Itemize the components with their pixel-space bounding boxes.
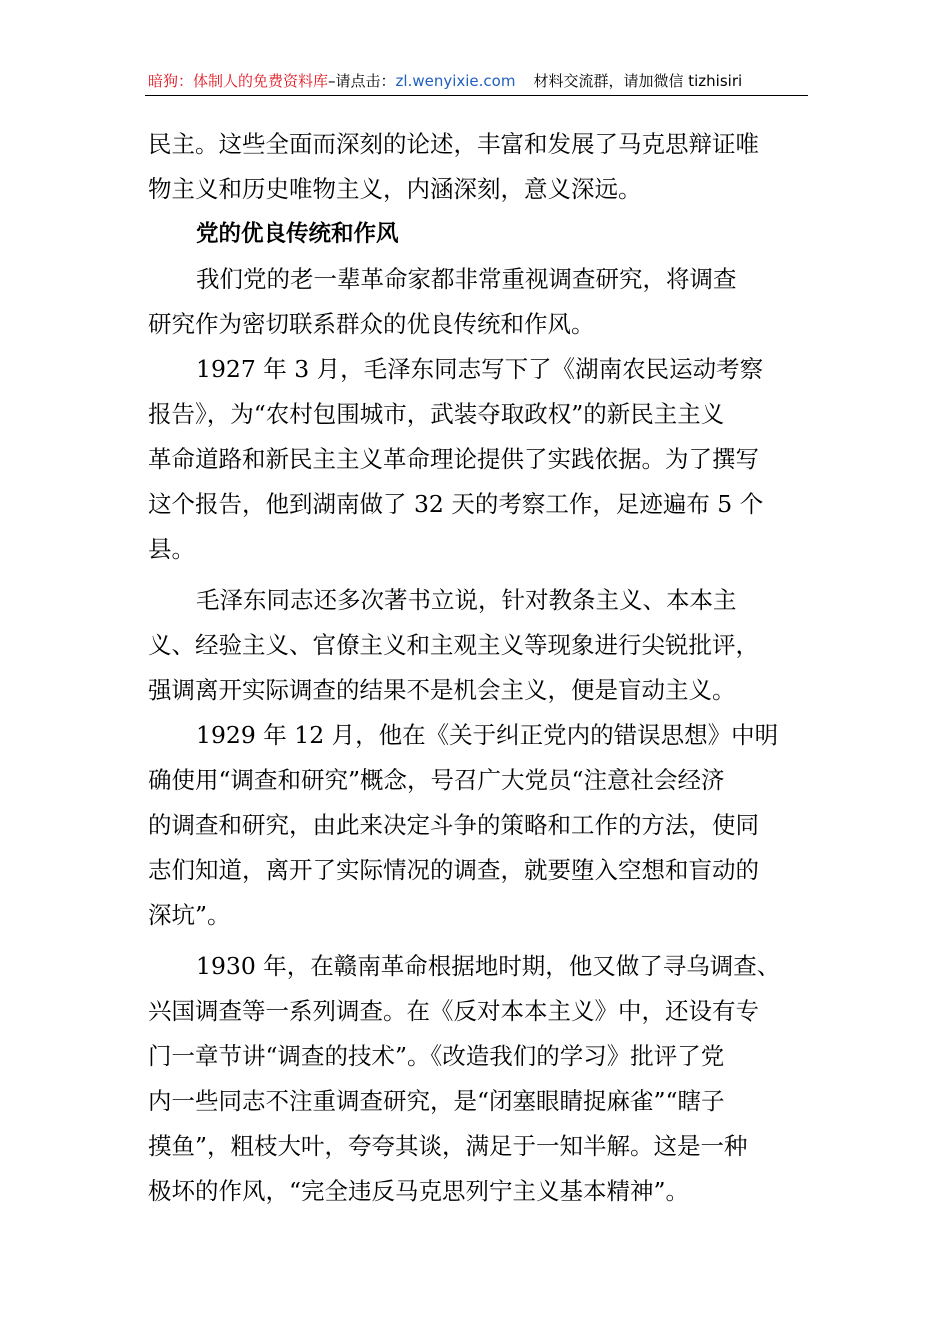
header-note: 材料交流群，请加微信 tizhisiri <box>533 72 743 90</box>
text-line: 摸鱼”，粗枝大叶，夸夸其谈，满足于一知半解。这是一种 <box>148 1132 748 1160</box>
text-line: 物主义和历史唯物主义，内涵深刻，意义深远。 <box>148 175 642 203</box>
text-line: 报告》，为“农村包围城市，武装夺取政权”的新民主主义 <box>148 400 725 428</box>
text-line: 极坏的作风，“完全违反马克思列宁主义基本精神”。 <box>148 1177 690 1205</box>
text-line: 革命道路和新民主主义革命理论提供了实践依据。为了撰写 <box>148 445 759 473</box>
text-line: 县。 <box>148 535 195 563</box>
text-line: 门一章节讲“调查的技术”。《改造我们的学习》批评了党 <box>148 1042 725 1070</box>
text-line: 义、经验主义、官僚主义和主观主义等现象进行尖锐批评， <box>148 631 759 659</box>
text-line: 深坑”。 <box>148 901 231 929</box>
text-line: 内一些同志不注重调查研究，是“闭塞眼睛捉麻雀”“瞎子 <box>148 1087 725 1115</box>
text-line: 民主。这些全面而深刻的论述，丰富和发展了马克思辩证唯 <box>148 130 759 158</box>
text-line: 的调查和研究，由此来决定斗争的策略和工作的方法，使同 <box>148 811 759 839</box>
header-link[interactable]: zl.wenyixie.com <box>395 72 516 90</box>
section-heading: 党的优良传统和作风 <box>196 221 399 247</box>
text-line: 确使用“调查和研究”概念，号召广大党员“注意社会经济 <box>148 766 725 794</box>
header-divider <box>145 95 808 96</box>
text-line: 1929 年 12 月，他在《关于纠正党内的错误思想》中明 <box>196 721 779 749</box>
text-line: 兴国调查等一系列调查。在《反对本本主义》中，还设有专 <box>148 997 759 1025</box>
text-line: 1930 年，在赣南革命根据地时期，他又做了寻乌调查、 <box>196 952 781 980</box>
text-line: 这个报告，他到湖南做了 32 天的考察工作，足迹遍布 5 个 <box>148 490 764 518</box>
text-line: 毛泽东同志还多次著书立说，针对教条主义、本本主 <box>196 586 737 614</box>
document-body <box>148 122 810 1214</box>
text-line: 1927 年 3 月，毛泽东同志写下了《湖南农民运动考察 <box>196 355 764 383</box>
header-brand: 暗狗：体制人的免费资料库 <box>148 72 329 90</box>
page-header <box>148 68 808 94</box>
header-prompt: –请点击： <box>328 72 396 90</box>
text-line: 研究作为密切联系群众的优良传统和作风。 <box>148 310 595 338</box>
text-line: 我们党的老一辈革命家都非常重视调查研究，将调查 <box>196 265 737 293</box>
text-line: 志们知道，离开了实际情况的调查，就要堕入空想和盲动的 <box>148 856 759 884</box>
text-line: 强调离开实际调查的结果不是机会主义，便是盲动主义。 <box>148 676 736 704</box>
